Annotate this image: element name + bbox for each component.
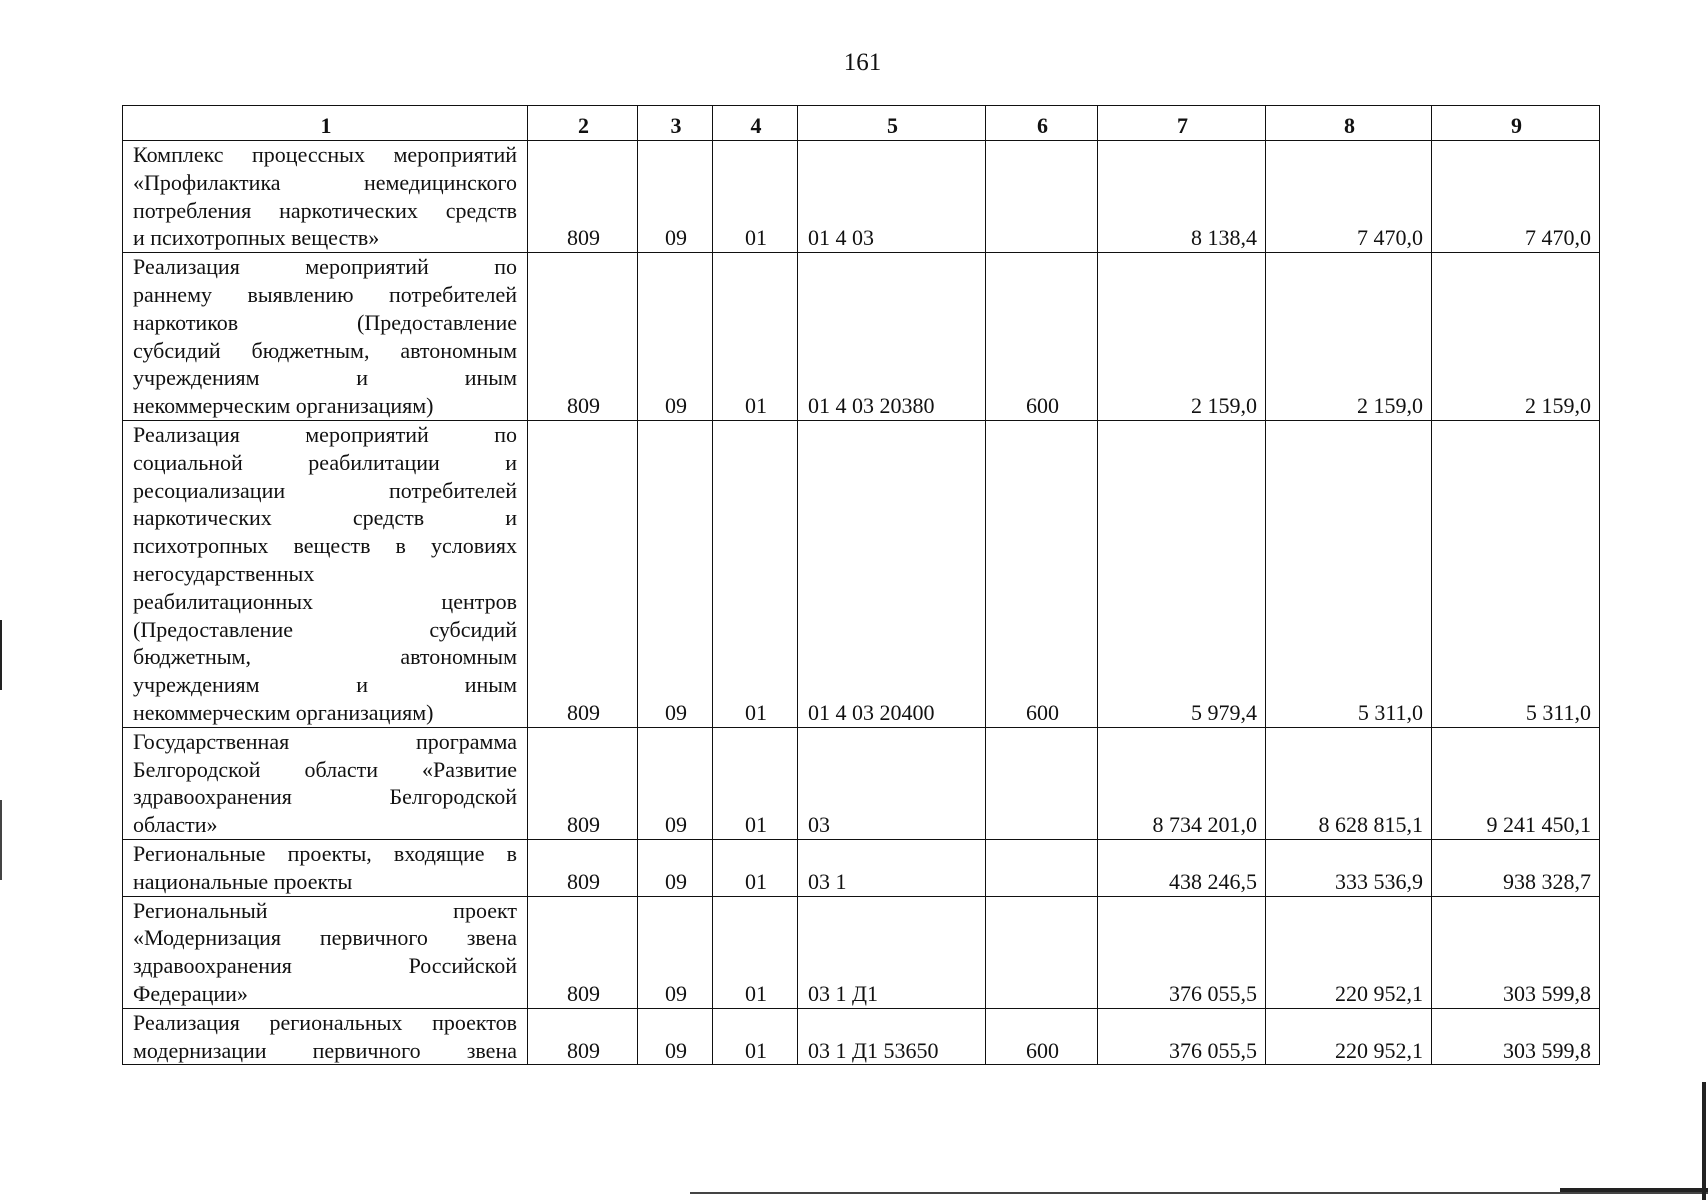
header-col-7: 7 xyxy=(1098,106,1266,141)
cell-expense-type xyxy=(986,896,1098,1008)
row-name-line: национальные проекты xyxy=(133,868,353,894)
row-name-line: субсидий бюджетным, автономным xyxy=(133,337,517,363)
scan-edge-mark xyxy=(0,800,2,880)
row-name-line: Реализация мероприятий по xyxy=(133,421,517,447)
scan-edge-mark xyxy=(1702,1082,1706,1200)
row-name-line: Реализация мероприятий по xyxy=(133,254,517,280)
row-name-cell xyxy=(123,420,528,727)
row-name-line: раннему выявлению потребителей xyxy=(133,281,517,307)
row-name-line: негосударственных xyxy=(133,560,315,586)
row-name-line: Региональный проект xyxy=(133,897,517,923)
cell-ministry-code: 809 xyxy=(528,896,638,1008)
cell-amount-col9: 938 328,7 xyxy=(1432,839,1600,896)
cell-amount-col8: 8 628 815,1 xyxy=(1266,727,1432,839)
cell-target-article: 03 xyxy=(798,727,986,839)
cell-subsection: 01 xyxy=(713,420,798,727)
row-name-line: бюджетным, автономным xyxy=(133,644,517,670)
cell-section: 09 xyxy=(638,727,713,839)
row-name-line: некоммерческим организациям) xyxy=(133,699,434,725)
header-col-5: 5 xyxy=(798,106,986,141)
cell-section: 09 xyxy=(638,420,713,727)
cell-ministry-code: 809 xyxy=(528,420,638,727)
table-row xyxy=(123,141,1600,253)
row-name-line: Комплекс процессных мероприятий xyxy=(133,142,517,167)
row-name-line: области» xyxy=(133,812,218,838)
row-name-line: Региональные проекты, входящие в xyxy=(133,840,517,866)
cell-target-article: 01 4 03 20380 xyxy=(798,253,986,421)
row-name-line: Федерации» xyxy=(133,980,248,1006)
cell-expense-type xyxy=(986,727,1098,839)
cell-target-article: 03 1 xyxy=(798,839,986,896)
row-name-cell xyxy=(123,896,528,1008)
row-name-line: ресоциализации потребителей xyxy=(133,477,517,503)
row-name-cell xyxy=(123,141,528,253)
page-number: 161 xyxy=(843,49,882,76)
cell-expense-type xyxy=(986,141,1098,253)
cell-subsection: 01 xyxy=(713,896,798,1008)
cell-section: 09 xyxy=(638,896,713,1008)
cell-section: 09 xyxy=(638,253,713,421)
cell-expense-type: 600 xyxy=(986,1008,1098,1065)
row-name-line: Белгородской области «Развитие xyxy=(133,756,517,782)
header-row xyxy=(123,106,1600,141)
row-name-line: учреждениям и иным xyxy=(133,672,517,698)
budget-table xyxy=(122,105,1600,1065)
cell-section: 09 xyxy=(638,839,713,896)
cell-ministry-code: 809 xyxy=(528,141,638,253)
cell-ministry-code: 809 xyxy=(528,727,638,839)
row-name-line: и психотропных веществ» xyxy=(133,225,380,251)
cell-amount-col7: 8 138,4 xyxy=(1098,141,1266,253)
row-name-cell xyxy=(123,253,528,421)
cell-ministry-code: 809 xyxy=(528,839,638,896)
row-name-line: реабилитационных центров xyxy=(133,588,517,614)
scan-edge-mark xyxy=(0,620,2,690)
cell-subsection: 01 xyxy=(713,253,798,421)
cell-amount-col8: 220 952,1 xyxy=(1266,1008,1432,1065)
cell-amount-col7: 5 979,4 xyxy=(1098,420,1266,727)
cell-subsection: 01 xyxy=(713,141,798,253)
row-name-line: здравоохранения Российской xyxy=(133,953,517,979)
header-col-9: 9 xyxy=(1432,106,1600,141)
table-row xyxy=(123,727,1600,839)
row-name-line: здравоохранения Белгородской xyxy=(133,784,517,810)
cell-amount-col8: 2 159,0 xyxy=(1266,253,1432,421)
row-name-cell xyxy=(123,839,528,896)
cell-amount-col9: 303 599,8 xyxy=(1432,896,1600,1008)
row-name-line: наркотиков (Предоставление xyxy=(133,309,517,335)
cell-amount-col9: 2 159,0 xyxy=(1432,253,1600,421)
cell-amount-col8: 7 470,0 xyxy=(1266,141,1432,253)
header-col-8: 8 xyxy=(1266,106,1432,141)
header-col-2: 2 xyxy=(528,106,638,141)
row-name-line: модернизации первичного звена xyxy=(133,1037,517,1063)
table-row xyxy=(123,253,1600,421)
cell-amount-col7: 438 246,5 xyxy=(1098,839,1266,896)
cell-amount-col7: 8 734 201,0 xyxy=(1098,727,1266,839)
cell-amount-col7: 376 055,5 xyxy=(1098,1008,1266,1065)
cell-expense-type: 600 xyxy=(986,253,1098,421)
cell-amount-col8: 220 952,1 xyxy=(1266,896,1432,1008)
row-name-line: некоммерческим организациям) xyxy=(133,393,434,419)
row-name-cell xyxy=(123,727,528,839)
scan-bottom-rule xyxy=(1560,1188,1708,1192)
row-name-line: наркотических средств и xyxy=(133,505,517,531)
row-name-line: учреждениям и иным xyxy=(133,365,517,391)
cell-amount-col7: 376 055,5 xyxy=(1098,896,1266,1008)
cell-target-article: 01 4 03 xyxy=(798,141,986,253)
cell-ministry-code: 809 xyxy=(528,1008,638,1065)
cell-ministry-code: 809 xyxy=(528,253,638,421)
cell-subsection: 01 xyxy=(713,727,798,839)
cell-amount-col9: 303 599,8 xyxy=(1432,1008,1600,1065)
table-row xyxy=(123,839,1600,896)
cell-amount-col9: 5 311,0 xyxy=(1432,420,1600,727)
cell-subsection: 01 xyxy=(713,1008,798,1065)
cell-amount-col9: 9 241 450,1 xyxy=(1432,727,1600,839)
scan-bottom-rule xyxy=(690,1192,1708,1194)
row-name-line: «Модернизация первичного звена xyxy=(133,925,517,951)
header-col-4: 4 xyxy=(713,106,798,141)
row-name-line: Реализация региональных проектов xyxy=(133,1009,517,1035)
row-name-line: психотропных веществ в условиях xyxy=(133,533,517,559)
header-col-1: 1 xyxy=(123,106,528,141)
row-name-line: социальной реабилитации и xyxy=(133,449,517,475)
header-col-6: 6 xyxy=(986,106,1098,141)
cell-target-article: 03 1 Д1 xyxy=(798,896,986,1008)
table-row xyxy=(123,1008,1600,1065)
cell-section: 09 xyxy=(638,141,713,253)
row-name-line: потребления наркотических средств xyxy=(133,197,517,223)
cell-target-article: 01 4 03 20400 xyxy=(798,420,986,727)
table-row xyxy=(123,896,1600,1008)
table-row xyxy=(123,420,1600,727)
row-name-line: «Профилактика немедицинского xyxy=(133,169,517,195)
header-col-3: 3 xyxy=(638,106,713,141)
cell-amount-col9: 7 470,0 xyxy=(1432,141,1600,253)
cell-expense-type: 600 xyxy=(986,420,1098,727)
cell-amount-col8: 333 536,9 xyxy=(1266,839,1432,896)
row-name-cell xyxy=(123,1008,528,1065)
cell-expense-type xyxy=(986,839,1098,896)
row-name-line: Государственная программа xyxy=(133,728,517,754)
cell-amount-col8: 5 311,0 xyxy=(1266,420,1432,727)
cell-section: 09 xyxy=(638,1008,713,1065)
cell-target-article: 03 1 Д1 53650 xyxy=(798,1008,986,1065)
row-name-line: (Предоставление субсидий xyxy=(133,616,517,642)
cell-amount-col7: 2 159,0 xyxy=(1098,253,1266,421)
cell-subsection: 01 xyxy=(713,839,798,896)
